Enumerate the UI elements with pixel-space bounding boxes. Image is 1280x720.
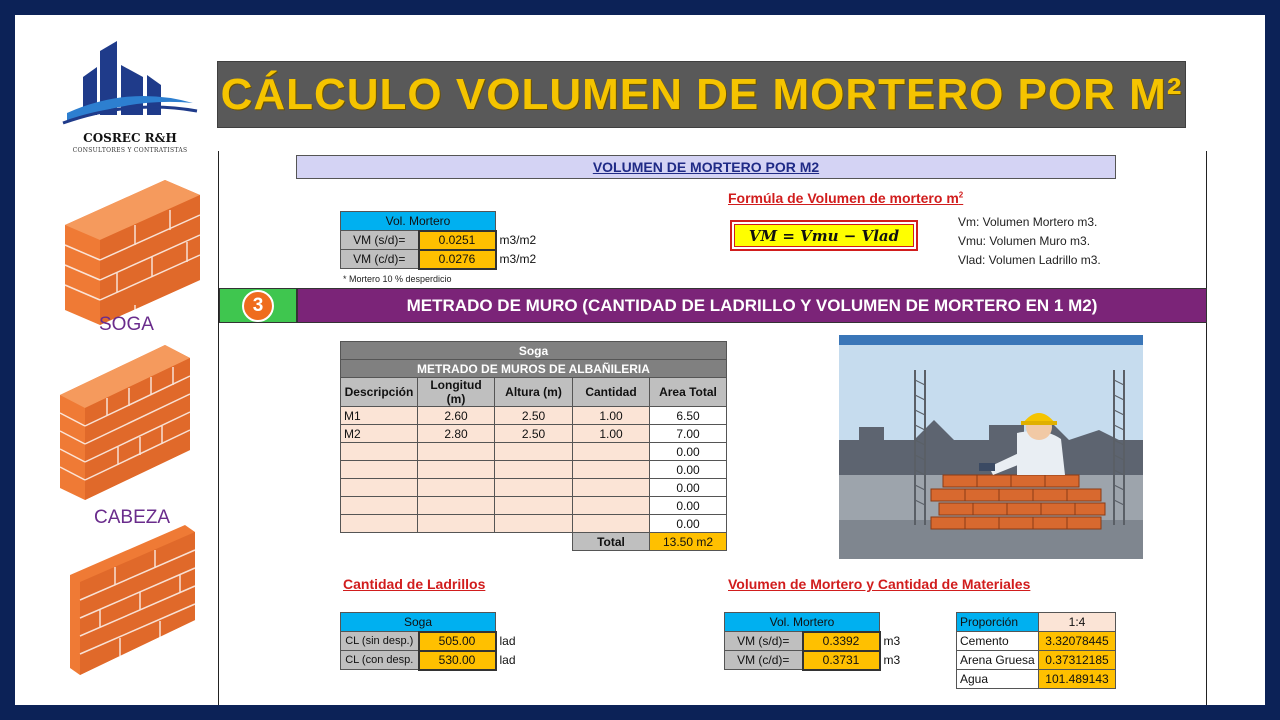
total-value: 13.50 m2 (650, 533, 727, 551)
formula-box (730, 220, 918, 251)
col-longitud: Longitud (m) (418, 378, 495, 407)
cabeza-label: CABEZA (94, 507, 171, 528)
table-row (341, 515, 727, 533)
brand-name: COSREC R&H (83, 131, 177, 145)
vm-cd-label: VM (c/d)= (341, 250, 419, 269)
brand-subtitle: CONSULTORES Y CONTRATISTAS (72, 147, 188, 154)
table-row (341, 479, 727, 497)
title-banner (217, 61, 1186, 128)
cell[interactable] (418, 461, 495, 479)
mat-vm-cd-unit: m3 (883, 653, 901, 667)
legend-vlad: Vlad: Volumen Ladrillo m3. (958, 253, 1101, 267)
table-row (341, 443, 727, 461)
content-right-border (1206, 151, 1207, 705)
vm-cd-unit: m3/m2 (499, 252, 537, 266)
proporcion-label: Proporción (957, 613, 1039, 632)
col-altura: Altura (m) (495, 378, 573, 407)
cell[interactable] (495, 461, 573, 479)
cell[interactable] (341, 515, 418, 533)
vm-sd-label: VM (s/d)= (341, 231, 419, 250)
cl-con-unit: lad (499, 653, 516, 667)
cell: 6.50 (650, 407, 727, 425)
col-cantidad: Cantidad (573, 378, 650, 407)
cell: 0.00 (650, 479, 727, 497)
cell[interactable]: 2.50 (495, 425, 573, 443)
formula-title-text: Formúla de Volumen de mortero m (728, 190, 959, 206)
cl-sin-unit: lad (499, 634, 516, 648)
ladrillos-title: Cantidad de Ladrillos (343, 576, 486, 592)
cell[interactable] (341, 479, 418, 497)
materiales-vm-table (724, 612, 904, 671)
arena-label: Arena Gruesa (957, 651, 1039, 670)
wall-brick-icon (60, 520, 200, 680)
mat-vm-sd-unit: m3 (883, 634, 901, 648)
cell[interactable] (495, 497, 573, 515)
metrado-table (340, 341, 727, 551)
legend-vm: Vm: Volumen Mortero m3. (958, 215, 1098, 229)
cell[interactable] (573, 497, 650, 515)
soga-brick-wall-icon (55, 160, 205, 325)
page-title: CÁLCULO VOLUMEN DE MORTERO POR M² (220, 69, 1183, 119)
cell[interactable]: 2.80 (418, 425, 495, 443)
cl-sin-value[interactable]: 505.00 (419, 632, 496, 651)
formula-title (728, 190, 963, 206)
cell[interactable] (418, 515, 495, 533)
metrado-subtitle: METRADO DE MUROS DE ALBAÑILERIA (341, 360, 727, 378)
cemento-label: Cemento (957, 632, 1039, 651)
cell[interactable] (341, 461, 418, 479)
mat-vm-cd-value[interactable]: 0.3731 (803, 651, 880, 670)
legend-vmu: Vmu: Volumen Muro m3. (958, 234, 1091, 248)
cell[interactable]: M2 (341, 425, 418, 443)
waste-note: * Mortero 10 % desperdicio (343, 274, 452, 284)
section-title: METRADO DE MURO (CANTIDAD DE LADRILLO Y VOLUMEN DE MORTERO EN 1 M2) (297, 288, 1207, 323)
cl-con-value[interactable]: 530.00 (419, 651, 496, 670)
cell: 7.00 (650, 425, 727, 443)
mat-vm-sd-label: VM (s/d)= (725, 632, 803, 651)
section-number-badge (219, 288, 297, 323)
vol-mortero-table (340, 211, 540, 270)
building-logo-icon (55, 37, 205, 132)
metrado-caption: Soga (341, 342, 727, 360)
ladrillos-header: Soga (341, 613, 496, 632)
table-row (341, 497, 727, 515)
soga-label: SOGA (99, 314, 154, 335)
proporcion-value[interactable]: 1:4 (1039, 613, 1116, 632)
vm-section-header: VOLUMEN DE MORTERO POR M2 (296, 155, 1116, 179)
cell[interactable] (495, 515, 573, 533)
cell[interactable]: 2.50 (495, 407, 573, 425)
cell[interactable] (573, 443, 650, 461)
cell[interactable] (418, 497, 495, 515)
cell[interactable] (341, 497, 418, 515)
vm-sd-value[interactable]: 0.0251 (419, 231, 496, 250)
table-row (341, 425, 727, 443)
cell[interactable]: 1.00 (573, 407, 650, 425)
vm-sd-unit: m3/m2 (499, 233, 537, 247)
bricklayer-illustration (839, 335, 1143, 559)
col-area-total: Area Total (650, 378, 727, 407)
cell[interactable] (573, 515, 650, 533)
content-left-border (218, 151, 219, 705)
col-descripcion: Descripción (341, 378, 418, 407)
cabeza-brick-wall-icon (55, 340, 205, 505)
formula-text: VM = Vmu − Vlad (734, 224, 914, 247)
mat-vm-cd-label: VM (c/d)= (725, 651, 803, 670)
cl-sin-label: CL (sin desp.) (341, 632, 419, 651)
cell[interactable] (495, 479, 573, 497)
arena-value: 0.37312185 (1039, 651, 1116, 670)
cell[interactable] (418, 479, 495, 497)
table-row (341, 461, 727, 479)
mat-vm-sd-value[interactable]: 0.3392 (803, 632, 880, 651)
total-label: Total (573, 533, 650, 551)
cemento-value: 3.32078445 (1039, 632, 1116, 651)
cell[interactable]: 2.60 (418, 407, 495, 425)
company-logo (55, 37, 205, 165)
ladrillos-table (340, 612, 520, 671)
cell: 0.00 (650, 497, 727, 515)
cell[interactable] (418, 443, 495, 461)
cell[interactable]: 1.00 (573, 425, 650, 443)
section-number: 3 (242, 290, 274, 322)
slide-canvas (15, 15, 1265, 705)
cell[interactable] (341, 443, 418, 461)
cell: 0.00 (650, 461, 727, 479)
cell[interactable] (573, 479, 650, 497)
cell[interactable] (573, 461, 650, 479)
agua-value: 101.489143 (1039, 670, 1116, 689)
proportion-table (956, 612, 1116, 689)
materiales-header: Vol. Mortero (725, 613, 880, 632)
cell: 0.00 (650, 443, 727, 461)
materiales-title: Volumen de Mortero y Cantidad de Materiales (728, 576, 1031, 592)
cell[interactable]: M1 (341, 407, 418, 425)
table-row (341, 407, 727, 425)
cell[interactable] (495, 443, 573, 461)
vol-mortero-header: Vol. Mortero (341, 212, 496, 231)
agua-label: Agua (957, 670, 1039, 689)
vm-cd-value[interactable]: 0.0276 (419, 250, 496, 269)
formula-title-sup: 2 (958, 190, 964, 200)
cell: 0.00 (650, 515, 727, 533)
cl-con-label: CL (con desp. (341, 651, 419, 670)
